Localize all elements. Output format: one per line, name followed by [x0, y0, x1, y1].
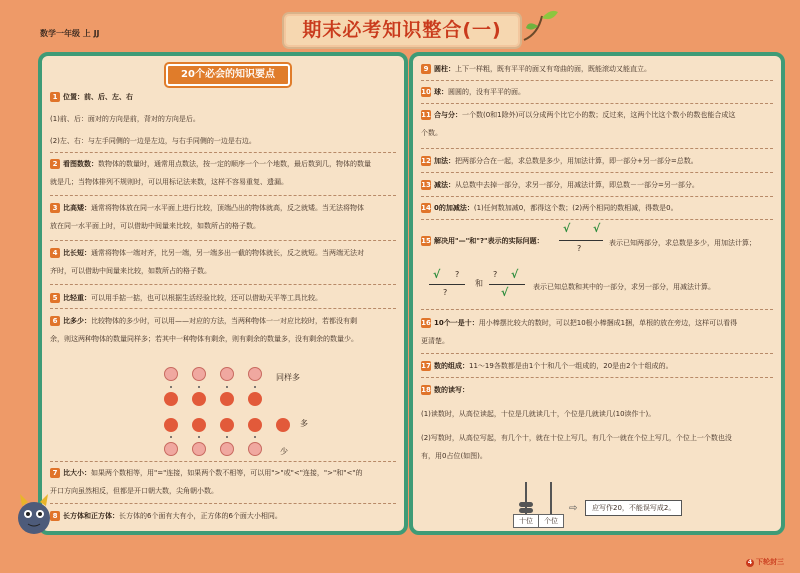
match-dot — [254, 386, 256, 388]
item-number: 18 — [421, 386, 431, 394]
knowledge-item-9 — [421, 60, 773, 78]
item-line: (1)读数时，从高位读起，十位是几就读几十，个位是几就读几(10读作十)。 — [421, 410, 656, 418]
check-icon: √ — [501, 286, 509, 299]
bead — [519, 502, 533, 507]
item-line: (2)左、右：与左手同侧的一边是左边，与右手同侧的一边是右边。 — [50, 137, 256, 145]
item-number: 8 — [50, 511, 60, 521]
grade-label: 数学一年级 上 JJ — [40, 29, 100, 38]
left-panel — [38, 52, 408, 535]
divider — [50, 461, 396, 462]
divider — [50, 195, 396, 196]
item-keyword: 比大小： — [63, 469, 91, 477]
divider — [421, 103, 773, 104]
knowledge-item-17 — [421, 357, 773, 375]
compare-label-more: 多 — [300, 419, 308, 428]
item-number: 10 — [421, 88, 431, 96]
and-label: 和 — [475, 279, 483, 288]
sprout-leaf-icon — [520, 6, 560, 46]
item-keyword: 数的组成： — [434, 362, 469, 370]
radish-icon — [192, 418, 206, 432]
item-number: 5 — [50, 293, 60, 303]
question-mark: ? — [443, 288, 448, 297]
item-line: 如果两个数相等，用"="连接，如果两个数不相等，可以用">"或"<"连接，">"和"<"的 — [91, 469, 363, 477]
divider — [421, 353, 773, 354]
knowledge-item-18 — [421, 381, 773, 465]
item-keyword: 比长短： — [63, 249, 91, 257]
tens-label: 十位 — [513, 514, 539, 528]
item-line: 比较物体的多少时，可以用——对应的方法，当两种物体一一对应比较时，若都没有剩 — [91, 317, 357, 325]
radish-icon — [164, 442, 178, 456]
arrow-icon: ⇨ — [569, 503, 578, 514]
item-line: 表示已知总数和其中的一部分，求另一部分，用减法计算。 — [533, 283, 715, 291]
question-mark: ? — [577, 244, 582, 253]
item-number: 6 — [50, 316, 60, 326]
bracket-line — [429, 284, 465, 285]
item-number: 17 — [421, 362, 431, 370]
match-dot — [226, 386, 228, 388]
radish-icon — [192, 367, 206, 381]
item-number: 3 — [50, 203, 60, 213]
divider — [421, 377, 773, 378]
knowledge-item-6 — [50, 312, 396, 348]
item-line: 用小棒摆比较大的数时，可以把10根小棒捆成1捆，单根的放在旁边，这样可以看得 — [478, 319, 738, 327]
item-line: 更清楚。 — [421, 337, 449, 345]
item-line: 把两部分合在一起，求总数是多少，用加法计算，即一部分+另一部分=总数。 — [455, 157, 698, 165]
divider — [421, 196, 773, 197]
ones-rod — [550, 482, 552, 514]
knowledge-item-2 — [50, 155, 396, 191]
check-icon: √ — [593, 222, 601, 235]
ones-label: 个位 — [538, 514, 564, 528]
item-keyword: 10个一是十： — [434, 319, 479, 327]
check-icon: √ — [433, 268, 441, 281]
item-keyword: 0的加减法： — [434, 204, 474, 212]
item-keyword: 比高矮： — [63, 204, 91, 212]
radish-icon — [164, 367, 178, 381]
divider — [421, 219, 773, 220]
knowledge-item-4 — [50, 244, 396, 280]
divider — [50, 308, 396, 309]
item-line: 上下一样粗，既有平平的面又有弯曲的面，既能滚动又能直立。 — [455, 65, 651, 73]
knowledge-item-10 — [421, 83, 773, 101]
item-line: (2)写数时，从高位写起，有几个十，就在十位上写几，有几个一就在个位上写几，个位上一个数也没 — [421, 434, 732, 442]
item-number: 4 — [50, 248, 60, 258]
bracket-line — [559, 240, 603, 241]
item-number: 15 — [421, 237, 431, 245]
radish-icon — [220, 442, 234, 456]
radish-icon — [220, 392, 234, 406]
divider — [421, 172, 773, 173]
knowledge-item-13 — [421, 176, 773, 194]
bracket-line — [489, 284, 525, 285]
item-line: (1)任何数加减0，都得这个数；(2)两个相同的数相减，得数是0。 — [473, 204, 678, 212]
item-keyword: 球： — [434, 88, 448, 96]
item-line: 数物体的数量时，通常用点数法，按一定的顺序一个一个地数，最后数到几，物体的数量 — [98, 160, 371, 168]
item-line: 从总数中去掉一部分，求另一部分，用减法计算，即总数－一部分=另一部分。 — [455, 181, 699, 189]
match-dot — [226, 436, 228, 438]
match-dot — [198, 386, 200, 388]
bead — [519, 508, 533, 513]
radish-icon — [220, 367, 234, 381]
item-line: 圆圆的，没有平平的面。 — [448, 88, 525, 96]
knowledge-item-14 — [421, 199, 773, 217]
item-number: 7 — [50, 468, 60, 478]
radish-icon — [192, 442, 206, 456]
item-number: 9 — [421, 64, 431, 74]
item-keyword: 位置：前、后、左、右 — [63, 93, 133, 101]
divider — [50, 284, 396, 285]
knowledge-item-1 — [50, 88, 396, 150]
knowledge-item-16 — [421, 314, 773, 350]
left-panel-title: 20个必会的知识要点 — [166, 64, 290, 86]
check-icon: √ — [563, 222, 571, 235]
match-dot — [170, 436, 172, 438]
footer-circle: 4 — [747, 559, 753, 566]
match-dot — [198, 436, 200, 438]
item-line: 通常将物体一端对齐，比另一端，另一端多出一截的物体就长，反之就短。当两端无法对 — [91, 249, 364, 257]
item-keyword: 比多少： — [63, 317, 91, 325]
item-number: 13 — [421, 181, 431, 189]
item-line: 齐时，可以借助中间量来比较，如数所占的格子数。 — [50, 267, 211, 275]
compare-label-less: 少 — [280, 447, 288, 456]
item-keyword: 减法： — [434, 181, 455, 189]
radish-icon — [164, 418, 178, 432]
divider — [421, 148, 773, 149]
divider — [421, 309, 773, 310]
item-line: 一个数(0和1除外)可以分成两个比它小的数；反过来，这两个比这个数小的数也能合成这 — [462, 111, 736, 119]
item-line: 可以用手掂一掂，也可以根据生活经验比较，还可以借助天平等工具比较。 — [91, 294, 322, 302]
item-line: (1)前、后：面对的方向是前，背对的方向是后。 — [50, 115, 200, 123]
item-line: 长方体的6个面有大有小，正方体的6个面大小相同。 — [119, 512, 282, 520]
knowledge-item-12 — [421, 152, 773, 170]
radish-icon — [164, 392, 178, 406]
item-number: 1 — [50, 92, 60, 102]
knowledge-item-3 — [50, 199, 396, 235]
radish-icon — [248, 418, 262, 432]
item-keyword: 数的读写： — [434, 386, 469, 394]
item-line: 11～19各数都是由1个十和几个一组成的，20是由2个十组成的。 — [469, 362, 673, 370]
match-dot — [170, 386, 172, 388]
radish-icon — [220, 418, 234, 432]
monster-mascot-icon — [14, 488, 54, 538]
item-line: 有，用0占位(如图)。 — [421, 452, 487, 460]
radish-icon — [248, 442, 262, 456]
item-line: 表示已知两部分，求总数是多少，用加法计算； — [609, 239, 756, 247]
item-line: 就是几；当物体排列不规则时，可以用标记法来数，这样不容易重复、遗漏。 — [50, 178, 288, 186]
knowledge-item-8 — [50, 507, 396, 525]
page-title: 期末必考知识整合(一) — [282, 12, 522, 49]
item-line: 放在同一水平面上时，可以借助中间量来比较，如数所占的格子数。 — [50, 222, 260, 230]
knowledge-item-11 — [421, 106, 773, 142]
divider — [421, 80, 773, 81]
check-icon: √ — [511, 268, 519, 281]
item-line: 个数。 — [421, 129, 442, 137]
item-keyword: 比轻重： — [63, 294, 91, 302]
footer-text: 下轮封三 — [756, 558, 784, 566]
item-keyword: 加法： — [434, 157, 455, 165]
divider — [50, 240, 396, 241]
divider — [50, 152, 396, 153]
item-keyword: 看图数数： — [63, 160, 98, 168]
radish-icon — [276, 418, 290, 432]
item-keyword: 长方体和正方体： — [63, 512, 119, 520]
abacus-note: 应写作20，不能误写成2。 — [585, 500, 682, 516]
compare-label-same: 同样多 — [276, 373, 300, 382]
knowledge-item-7 — [50, 464, 396, 500]
item-keyword: 圆柱： — [434, 65, 455, 73]
item-number: 12 — [421, 157, 431, 165]
right-panel — [409, 52, 785, 535]
item-number: 2 — [50, 159, 60, 169]
question-mark: ? — [455, 270, 460, 279]
question-mark: ? — [493, 270, 498, 279]
radish-icon — [248, 392, 262, 406]
item-number: 14 — [421, 204, 431, 212]
item-line: 通常将物体放在同一水平面上进行比较，顶端凸出的物体就高，反之就矮。当无法将物体 — [91, 204, 364, 212]
match-dot — [254, 436, 256, 438]
radish-icon — [248, 367, 262, 381]
divider — [50, 503, 396, 504]
radish-icon — [192, 392, 206, 406]
item-line: 开口方向虽然相反，但都是开口朝大数，尖角朝小数。 — [50, 487, 218, 495]
item-line: 余，则这两种物体的数量同样多；若其中一种物体有剩余，则有剩余的数量多，没有剩余的数量少。 — [50, 335, 358, 343]
item-number: 11 — [421, 111, 431, 119]
knowledge-item-5 — [50, 289, 396, 307]
page-footer — [746, 557, 784, 567]
item-keyword: 解决用"—"和"?"表示的实际问题： — [434, 237, 544, 245]
item-number: 16 — [421, 319, 431, 327]
item-keyword: 合与分： — [434, 111, 462, 119]
